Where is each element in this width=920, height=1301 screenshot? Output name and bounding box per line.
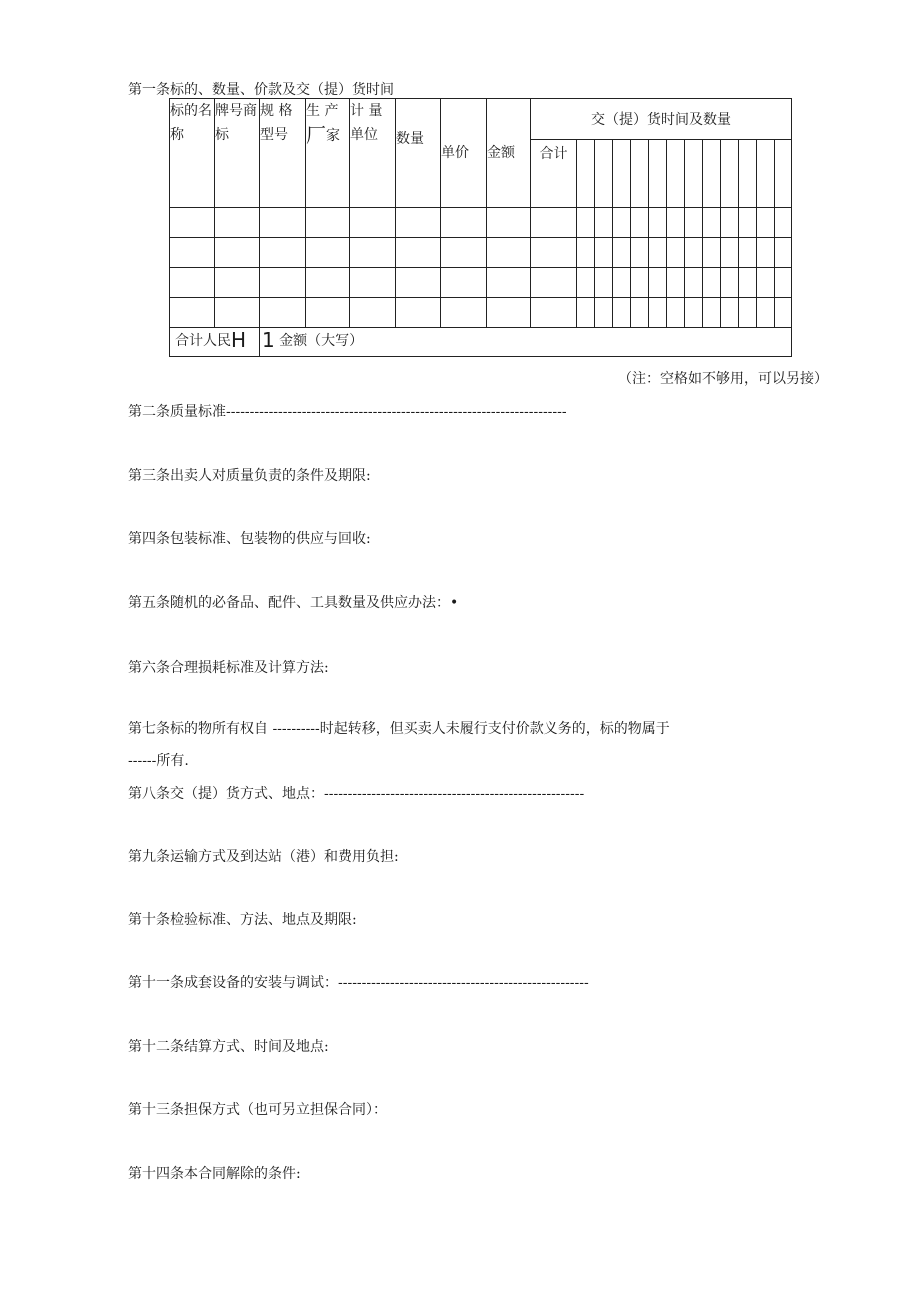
clause-10: 第十条检验标准、方法、地点及期限: [128,912,357,928]
clause-8-text: 第八条交（提）货方式、地点： [128,786,324,802]
total-amount-cell [260,328,792,357]
clause-11 [128,972,589,992]
header-maker-a: 生 产 [306,103,339,119]
clause-2 [128,401,567,421]
header-subtotal: 合计 [531,140,577,208]
clause-11-text: 第十一条成套设备的安装与调试： [128,975,338,991]
header-name: 标的名称 [170,99,215,208]
clause-7-text-c: 所有. [156,753,189,769]
header-qty: 数量 [396,99,441,208]
header-amount: 金额 [487,99,531,208]
clause-5: 第五条随机的必备品、配件、工具数量及供应办法：• [128,595,459,611]
clause-7-line2 [128,750,189,770]
total-label-c: 1 [262,328,275,352]
total-label-d: 金额（大写） [274,333,364,349]
total-label-a: 合计人民 [175,333,231,349]
clause-3: 第三条出卖人对质量负责的条件及期限: [128,468,371,484]
header-brand: 牌号商标 [215,99,260,208]
header-maker-b: 厂 [306,123,326,147]
clause-7-blank-2: ------ [128,753,157,769]
clause-2-text: 第二条质量标准 [128,404,226,420]
total-row [170,328,792,357]
clause-7-blank: ---------- [272,721,320,737]
header-maker [306,99,350,208]
clause-4: 第四条包装标准、包装物的供应与回收: [128,531,371,547]
clause-8 [128,783,584,803]
table-row [170,238,792,268]
table-note: （注：空格如不够用，可以另接） [618,371,828,387]
clause-7-text-b: 时起转移，但买卖人未履行支付价款义务的，标的物属于 [319,721,670,737]
header-price: 单价 [441,99,487,208]
clause-6: 第六条合理损耗标准及计算方法: [128,660,329,676]
clause-11-blank: ----------------------------------------------------- [338,975,589,991]
clause-7-line1 [128,718,670,738]
header-spec: 规 格型号 [260,99,306,208]
table-row [170,268,792,298]
clause-2-blank: ------------------------------------------------------------------------ [226,404,567,420]
total-label-cell [170,328,260,357]
clause-13: 第十三条担保方式（也可另立担保合同）： [128,1102,387,1118]
section-title: 第一条标的、数量、价款及交（提）货时间 [128,82,394,98]
clause-9: 第九条运输方式及到达站（港）和费用负担: [128,849,399,865]
clause-8-blank: ------------------------------------------------------- [324,786,585,802]
header-maker-c: 家 [326,128,340,144]
clause-14: 第十四条本合同解除的条件: [128,1166,301,1182]
clause-12: 第十二条结算方式、时间及地点: [128,1039,329,1055]
header-delivery: 交（提）货时间及数量 [531,99,792,140]
table-row [170,298,792,328]
goods-table [169,98,792,357]
total-label-b: H [231,328,247,352]
table-row [170,208,792,238]
header-unit: 计 量单位 [350,99,396,208]
clause-7-text-a: 第七条标的物所有权自 [128,721,268,737]
